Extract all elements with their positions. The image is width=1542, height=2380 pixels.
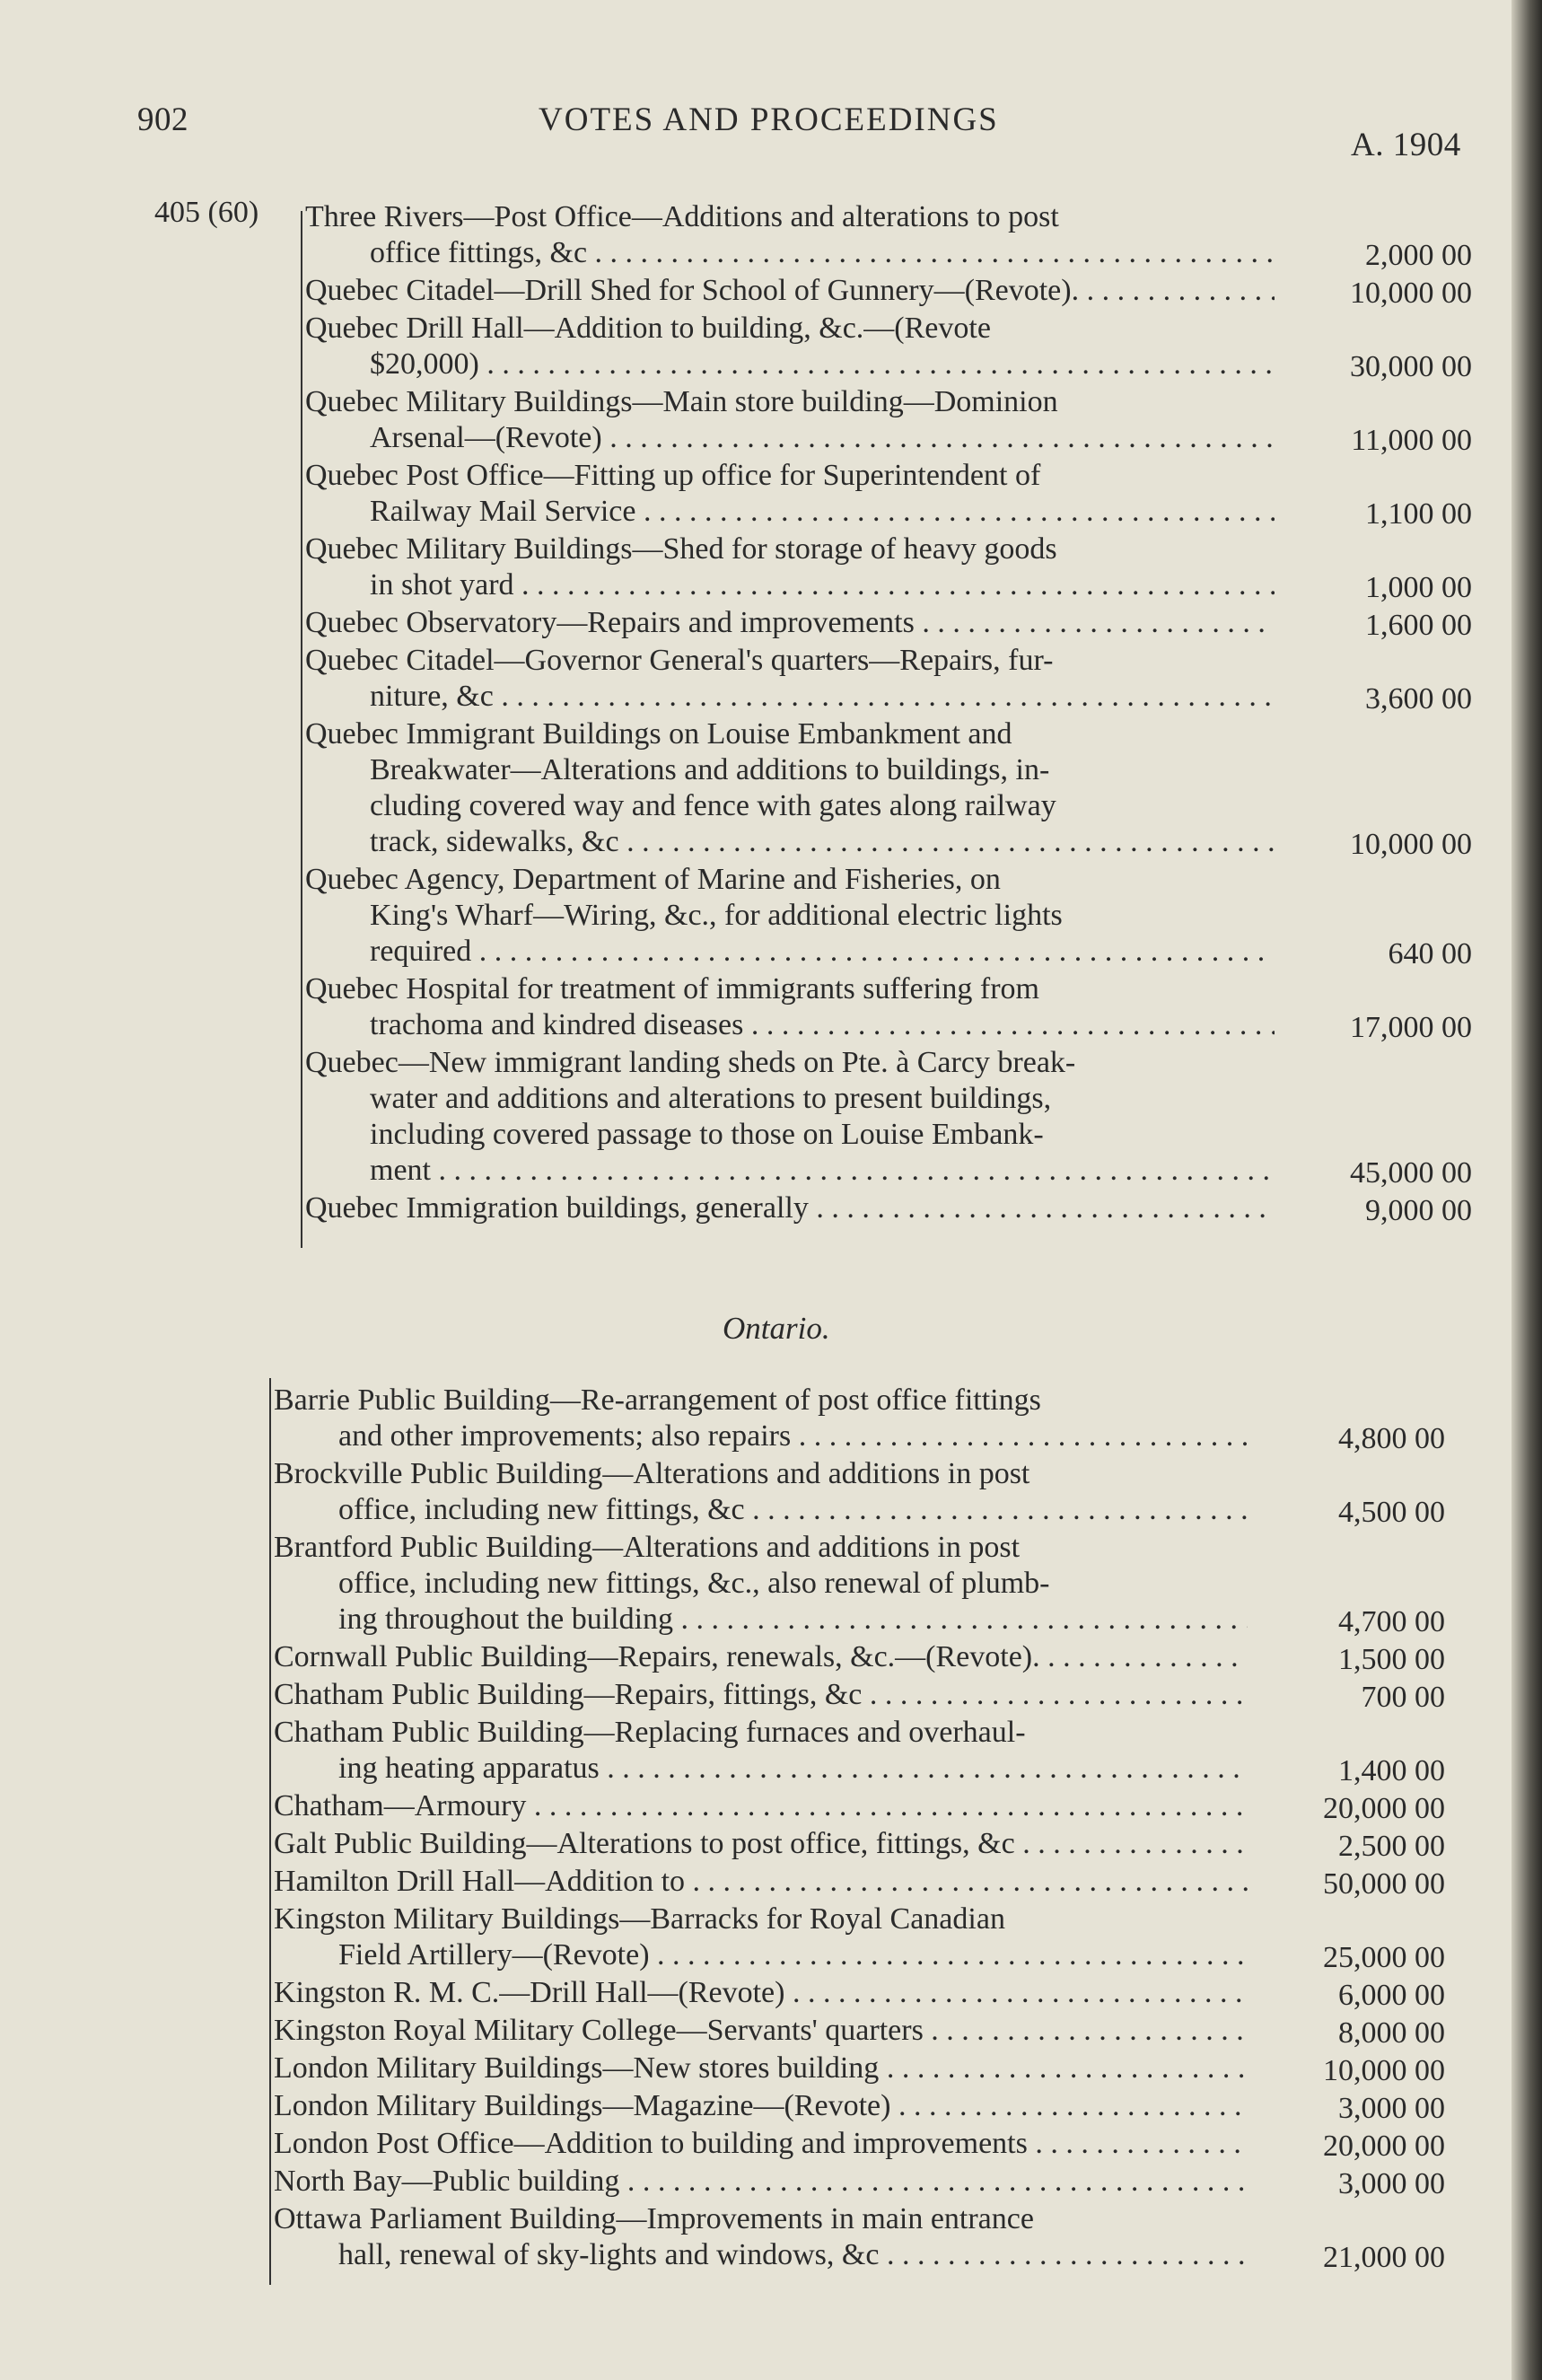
entry-text-line: Quebec Citadel—Drill Shed for School of Gunnery—(Revote). . . .: [305, 273, 1275, 309]
entry-text-line: office, including new fittings, &c . . .: [274, 1492, 1248, 1528]
entry-text-line: Railway Mail Service . . .: [305, 494, 1275, 530]
list-item: [274, 1530, 1248, 1638]
list-item: [274, 1383, 1248, 1454]
entry-amount: 3,600 00: [1365, 682, 1472, 716]
entry-amount: 20,000 00: [1323, 2130, 1445, 2163]
entry-text-line: Chatham Public Building—Replacing furnaces and overhaul-: [274, 1716, 1026, 1749]
entry-amount: 8,000 00: [1338, 2016, 1445, 2050]
entry-amount: 1,500 00: [1338, 1643, 1445, 1676]
list-item: [305, 605, 1275, 641]
page-number: 902: [137, 101, 188, 138]
entry-text-line: niture, &c . . .: [305, 679, 1275, 715]
entry-text-line: Ottawa Parliament Building—Improvements in main entrance: [274, 2202, 1034, 2235]
entry-amount: 1,100 00: [1365, 497, 1472, 531]
entry-text-line: Quebec Citadel—Governor General's quarters—Repairs, fur-: [305, 644, 1054, 677]
entry-text-line: Brantford Public Building—Alterations and additions in post: [274, 1531, 1021, 1564]
list-item: [274, 2013, 1248, 2049]
book-spine-shadow: [1511, 0, 1542, 2380]
entry-text-line: Breakwater—Alterations and additions to buildings, in-: [370, 753, 1050, 786]
entry-amount: 2,000 00: [1365, 239, 1472, 272]
entry-text-line: office fittings, &c . . .: [305, 235, 1275, 271]
entry-text-line: cluding covered way and fence with gates along railway: [370, 789, 1056, 822]
list-item: [305, 311, 1275, 382]
entry-amount: 1,000 00: [1365, 571, 1472, 604]
entry-text-line: Quebec Observatory—Repairs and improvements . . .: [305, 605, 1275, 641]
entry-text-line: Kingston Royal Military College—Servants' quarters . . .: [274, 2013, 1248, 2049]
list-item: [305, 1045, 1275, 1189]
entry-amount: 10,000 00: [1323, 2054, 1445, 2087]
entry-amount: 700 00: [1361, 1681, 1445, 1714]
list-item: [274, 1826, 1248, 1862]
entry-text-line: Quebec Military Buildings—Shed for storage of heavy goods: [305, 532, 1057, 566]
entry-amount: 4,700 00: [1338, 1605, 1445, 1638]
entry-text-line: Quebec Hospital for treatment of immigrants suffering from: [305, 972, 1039, 1006]
entry-text-line: Three Rivers—Post Office—Additions and alterations to post: [305, 200, 1059, 233]
entry-amount: 50,000 00: [1323, 1867, 1445, 1901]
entry-text-line: Hamilton Drill Hall—Addition to . . .: [274, 1864, 1248, 1900]
entry-text-line: Brockville Public Building—Alterations and additions in post: [274, 1457, 1030, 1490]
entry-amount: 3,000 00: [1338, 2167, 1445, 2200]
entry-text-line: and other improvements; also repairs . . .: [274, 1418, 1248, 1454]
list-item: [305, 862, 1275, 970]
entry-amount: 3,000 00: [1338, 2092, 1445, 2125]
entry-amount: 45,000 00: [1350, 1156, 1472, 1190]
entry-amount: 9,000 00: [1365, 1194, 1472, 1227]
entry-text-line: Quebec Post Office—Fitting up office for Superintendent of: [305, 459, 1041, 492]
list-item: [274, 2201, 1248, 2273]
list-item: [305, 716, 1275, 860]
entry-text-line: Cornwall Public Building—Repairs, renewals, &c.—(Revote). . . .: [274, 1639, 1248, 1675]
entry-text-line: North Bay—Public building . . .: [274, 2164, 1248, 2200]
entry-text-line: ment . . .: [305, 1153, 1275, 1189]
entry-text-line: ing heating apparatus . . .: [274, 1751, 1248, 1787]
entry-text-line: Arsenal—(Revote) . . .: [305, 420, 1275, 456]
entry-amount: 21,000 00: [1323, 2241, 1445, 2274]
section-heading-ontario: Ontario.: [723, 1311, 830, 1346]
list-item: [305, 971, 1275, 1043]
list-item: [274, 1639, 1248, 1675]
list-item: [274, 2164, 1248, 2200]
entry-text-line: London Military Buildings—New stores building . . .: [274, 2051, 1248, 2086]
entry-text-line: track, sidewalks, &c . . .: [305, 824, 1275, 860]
entry-text-line: King's Wharf—Wiring, &c., for additional electric lights: [370, 899, 1063, 932]
entry-text-line: Quebec Immigration buildings, generally . . .: [305, 1190, 1275, 1226]
entry-text-line: Quebec Drill Hall—Addition to building, &c.—(Revote: [305, 312, 991, 345]
entry-amount: 25,000 00: [1323, 1941, 1445, 1974]
vote-number: 405 (60): [154, 196, 259, 229]
entry-text-line: Quebec Immigrant Buildings on Louise Embankment and: [305, 717, 1012, 751]
entry-amount: 20,000 00: [1323, 1792, 1445, 1825]
entry-amount: 6,000 00: [1338, 1979, 1445, 2012]
entry-text-line: required . . .: [305, 934, 1275, 970]
list-item: [274, 1975, 1248, 2011]
entry-text-line: trachoma and kindred diseases . . .: [305, 1007, 1275, 1043]
entry-text-line: Field Artillery—(Revote) . . .: [274, 1937, 1248, 1973]
entry-amount: 30,000 00: [1350, 350, 1472, 383]
entry-text-line: Quebec Agency, Department of Marine and Fisheries, on: [305, 863, 1001, 896]
list-item: [305, 643, 1275, 715]
entry-text-line: Barrie Public Building—Re-arrangement of post office fittings: [274, 1383, 1041, 1417]
entry-text-line: $20,000) . . .: [305, 347, 1275, 382]
list-item: [305, 199, 1275, 271]
entry-amount: 2,500 00: [1338, 1830, 1445, 1863]
entry-amount: 1,400 00: [1338, 1754, 1445, 1787]
list-item: [305, 384, 1275, 456]
entry-amount: 4,500 00: [1338, 1496, 1445, 1529]
entry-amount: 640 00: [1388, 937, 1472, 970]
entry-text-line: hall, renewal of sky-lights and windows, &c . . .: [274, 2237, 1248, 2273]
entry-text-line: Quebec—New immigrant landing sheds on Pte. à Carcy break-: [305, 1046, 1076, 1079]
entry-amount: 11,000 00: [1351, 424, 1472, 457]
page-year: A. 1904: [1351, 127, 1461, 163]
list-item: [274, 1677, 1248, 1713]
list-item: [274, 1901, 1248, 1973]
list-item: [274, 2126, 1248, 2162]
list-item: [274, 2051, 1248, 2086]
entry-text-line: Kingston R. M. C.—Drill Hall—(Revote) . . .: [274, 1975, 1248, 2011]
list-item: [305, 1190, 1275, 1226]
entry-amount: 10,000 00: [1350, 828, 1472, 861]
entry-amount: 4,800 00: [1338, 1422, 1445, 1455]
entry-amount: 1,600 00: [1365, 609, 1472, 642]
list-item: [305, 273, 1275, 309]
entry-text-line: Quebec Military Buildings—Main store building—Dominion: [305, 385, 1058, 418]
list-item: [274, 1715, 1248, 1787]
entry-text-line: water and additions and alterations to present buildings,: [370, 1082, 1052, 1115]
entry-text-line: office, including new fittings, &c., also renewal of plumb-: [338, 1567, 1050, 1600]
page-title: VOTES AND PROCEEDINGS: [539, 101, 999, 138]
list-item: [305, 458, 1275, 530]
entry-text-line: Chatham—Armoury . . .: [274, 1788, 1248, 1824]
list-item: [274, 2088, 1248, 2124]
entry-text-line: including covered passage to those on Louise Embank-: [370, 1118, 1044, 1151]
list-item: [305, 531, 1275, 603]
entry-text-line: Galt Public Building—Alterations to post office, fittings, &c . . .: [274, 1826, 1248, 1862]
entry-amount: 17,000 00: [1350, 1011, 1472, 1044]
entry-text-line: Kingston Military Buildings—Barracks for Royal Canadian: [274, 1902, 1005, 1936]
list-item: [274, 1864, 1248, 1900]
list-item: [274, 1788, 1248, 1824]
entry-text-line: in shot yard . . .: [305, 567, 1275, 603]
entry-amount: 10,000 00: [1350, 277, 1472, 310]
entry-text-line: London Military Buildings—Magazine—(Revote) . . .: [274, 2088, 1248, 2124]
entry-text-line: Chatham Public Building—Repairs, fittings, &c . . .: [274, 1677, 1248, 1713]
entry-text-line: ing throughout the building . . .: [274, 1602, 1248, 1638]
entry-text-line: London Post Office—Addition to building and improvements . . .: [274, 2126, 1248, 2162]
list-item: [274, 1456, 1248, 1528]
